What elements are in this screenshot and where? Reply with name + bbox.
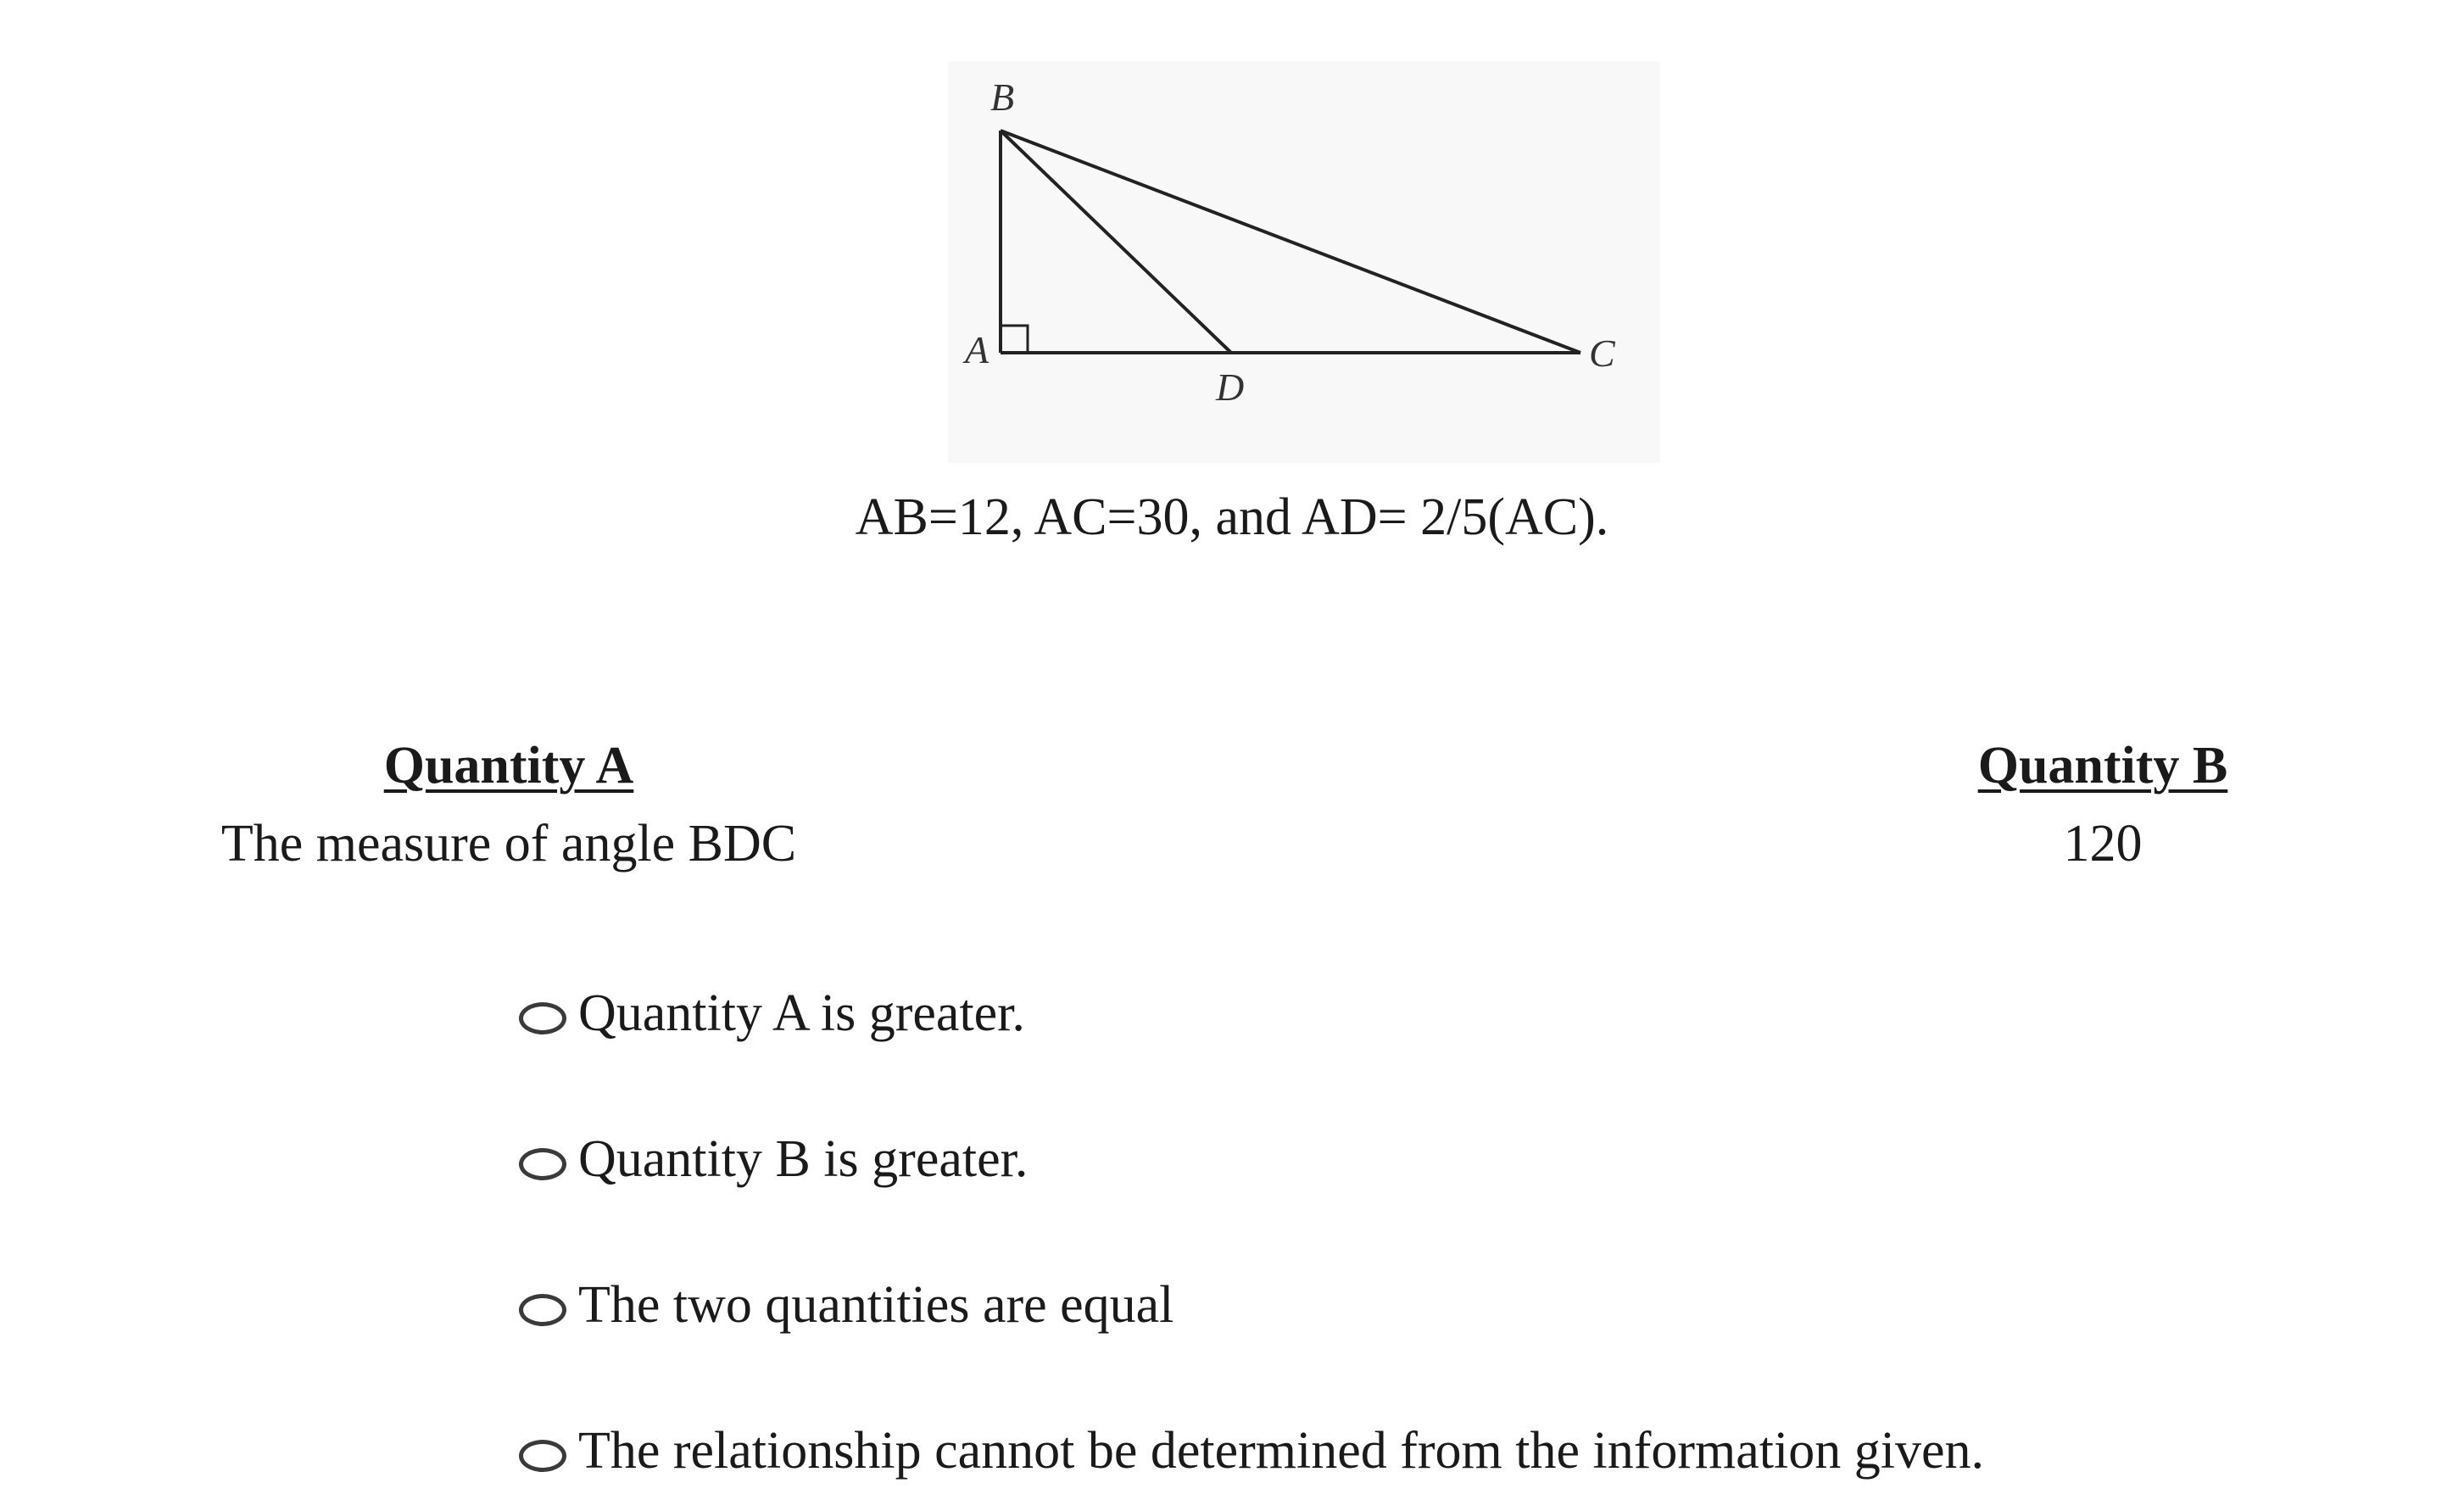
radio-button[interactable] bbox=[519, 1440, 566, 1472]
radio-button[interactable] bbox=[519, 1002, 566, 1034]
quantity-a-heading: Quantity A bbox=[383, 737, 634, 795]
quantity-b-heading: Quantity B bbox=[1977, 737, 2228, 795]
triangle-figure bbox=[948, 61, 1660, 463]
vertex-label-a: A bbox=[965, 328, 990, 371]
choice-label: Quantity B is greater. bbox=[578, 1129, 1029, 1188]
vertex-label-b: B bbox=[990, 75, 1015, 119]
figure-background bbox=[948, 61, 1660, 463]
choice-cannot-be-determined[interactable] bbox=[519, 1413, 1984, 1489]
choice-label: The two quantities are equal bbox=[578, 1275, 1174, 1334]
choice-quantity-a-greater[interactable] bbox=[519, 975, 1025, 1051]
choice-label: Quantity A is greater. bbox=[578, 984, 1025, 1042]
quantity-b-value: 120 bbox=[2063, 815, 2143, 873]
radio-button[interactable] bbox=[519, 1294, 566, 1326]
vertex-label-d: D bbox=[1216, 365, 1245, 409]
quantity-a-value: The measure of angle BDC bbox=[220, 815, 797, 873]
radio-button[interactable] bbox=[519, 1148, 566, 1180]
vertex-label-c: C bbox=[1589, 332, 1615, 375]
choice-quantity-b-greater[interactable] bbox=[519, 1121, 1028, 1197]
problem-caption: AB=12, AC=30, and AD= 2/5(AC). bbox=[855, 488, 1609, 546]
choice-quantities-equal[interactable] bbox=[519, 1267, 1173, 1343]
choice-label: The relationship cannot be determined from the information given. bbox=[578, 1421, 1984, 1480]
